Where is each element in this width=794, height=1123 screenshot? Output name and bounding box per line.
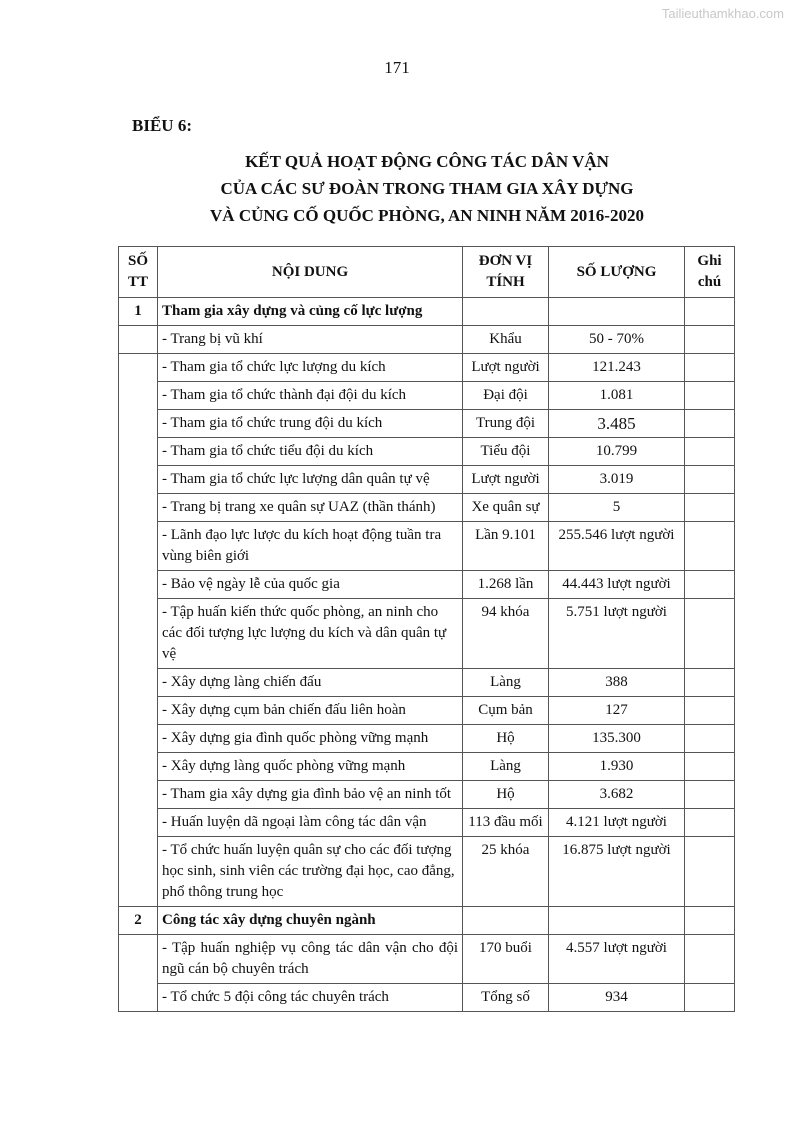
row-note (685, 781, 735, 809)
row-unit: 25 khóa (463, 837, 549, 907)
row-note (685, 571, 735, 599)
table-row (119, 984, 735, 1012)
table-row (119, 753, 735, 781)
header-text: TT (127, 274, 148, 290)
row-content: - Tham gia tổ chức lực lượng du kích (158, 354, 463, 382)
row-content: - Tổ chức 5 đội công tác chuyên trách (158, 984, 463, 1012)
section-number: 1 (119, 298, 158, 326)
header-stt (119, 247, 158, 298)
row-unit: Tiểu đội (463, 438, 549, 466)
row-qty: 5 (549, 494, 685, 522)
row-note (685, 697, 735, 725)
row-qty: 16.875 lượt người (549, 837, 685, 907)
row-note (685, 438, 735, 466)
row-qty: 3.019 (549, 466, 685, 494)
section-title: Công tác xây dựng chuyên ngành (158, 907, 463, 935)
row-content: - Huấn luyện dã ngoại làm công tác dân vận (158, 809, 463, 837)
row-qty: 255.546 lượt người (549, 522, 685, 571)
row-note (685, 466, 735, 494)
row-content: - Tổ chức huấn luyện quân sự cho các đối tượng học sinh, sinh viên các trường đại học, cao đẳng, phổ thông trung học (158, 837, 463, 907)
watermark: Tailieuthamkhao.com (661, 6, 784, 21)
row-qty: 127 (549, 697, 685, 725)
row-note (685, 809, 735, 837)
table-row (119, 935, 735, 984)
table-row (119, 837, 735, 907)
row-note (685, 837, 735, 907)
row-note (685, 382, 735, 410)
table-row (119, 697, 735, 725)
row-content: - Xây dựng làng chiến đấu (158, 669, 463, 697)
table-row (119, 522, 735, 571)
empty-cell (549, 298, 685, 326)
header-noi-dung: NỘI DUNG (158, 247, 463, 298)
row-unit: Đại đội (463, 382, 549, 410)
header-text: chú (697, 274, 722, 290)
empty-cell (463, 298, 549, 326)
header-text: Ghi (697, 253, 722, 269)
section-row (119, 298, 735, 326)
row-unit: Trung đội (463, 410, 549, 438)
title-line: KẾT QUẢ HOẠT ĐỘNG CÔNG TÁC DÂN VẬN (245, 152, 609, 171)
row-qty: 1.930 (549, 753, 685, 781)
row-note (685, 494, 735, 522)
row-qty: 44.443 lượt người (549, 571, 685, 599)
row-unit: Cụm bản (463, 697, 549, 725)
row-qty: 50 - 70% (549, 326, 685, 354)
row-unit: Hộ (463, 781, 549, 809)
row-unit: Xe quân sự (463, 494, 549, 522)
row-content: - Tham gia xây dựng gia đình bảo vệ an ninh tốt (158, 781, 463, 809)
row-content: - Xây dựng làng quốc phòng vững mạnh (158, 753, 463, 781)
row-qty: 388 (549, 669, 685, 697)
header-text: SỐ (127, 253, 148, 269)
row-unit: Làng (463, 753, 549, 781)
row-note (685, 984, 735, 1012)
row-note (685, 669, 735, 697)
table-row (119, 669, 735, 697)
table-header-row (119, 247, 735, 298)
empty-cell (549, 907, 685, 935)
table-row (119, 781, 735, 809)
results-table (118, 246, 735, 1012)
title-line: VÀ CỦNG CỐ QUỐC PHÒNG, AN NINH NĂM 2016-2020 (210, 206, 644, 225)
header-text: TÍNH (486, 274, 525, 290)
row-note (685, 725, 735, 753)
row-content: - Tham gia tổ chức thành đại đội du kích (158, 382, 463, 410)
row-unit: Hộ (463, 725, 549, 753)
row-content: - Trang bị trang xe quân sự UAZ (thần thánh) (158, 494, 463, 522)
row-qty: 934 (549, 984, 685, 1012)
table-row (119, 809, 735, 837)
section-number: 2 (119, 907, 158, 935)
table-row (119, 725, 735, 753)
row-content: - Tham gia tổ chức tiểu đội du kích (158, 438, 463, 466)
table-row (119, 494, 735, 522)
row-qty: 5.751 lượt người (549, 599, 685, 669)
row-note (685, 599, 735, 669)
header-text: ĐƠN VỊ (478, 253, 533, 269)
row-note (685, 935, 735, 984)
row-qty: 135.300 (549, 725, 685, 753)
row-note (685, 753, 735, 781)
row-content: - Tập huấn kiến thức quốc phòng, an ninh cho các đối tượng lực lượng du kích và dân quân tự vệ (158, 599, 463, 669)
row-qty: 4.121 lượt người (549, 809, 685, 837)
table-row (119, 571, 735, 599)
table-row (119, 438, 735, 466)
header-so-luong: SỐ LƯỢNG (549, 247, 685, 298)
table-row (119, 354, 735, 382)
row-unit: Lượt người (463, 354, 549, 382)
row-qty: 121.243 (549, 354, 685, 382)
row-content: - Tập huấn nghiệp vụ công tác dân vận cho đội ngũ cán bộ chuyên trách (158, 935, 463, 984)
page-number: 171 (384, 58, 410, 77)
row-note (685, 326, 735, 354)
table-row (119, 410, 735, 438)
row-unit: 170 buổi (463, 935, 549, 984)
table-row (119, 599, 735, 669)
table-row (119, 466, 735, 494)
empty-cell (685, 298, 735, 326)
row-qty: 10.799 (549, 438, 685, 466)
row-unit: Làng (463, 669, 549, 697)
header-don-vi (463, 247, 549, 298)
row-content: - Lãnh đạo lực lược du kích hoạt động tuần tra vùng biên giới (158, 522, 463, 571)
row-note (685, 354, 735, 382)
row-content: - Tham gia tổ chức lực lượng dân quân tự vệ (158, 466, 463, 494)
row-content: - Xây dựng gia đình quốc phòng vững mạnh (158, 725, 463, 753)
row-unit: Khẩu (463, 326, 549, 354)
row-note (685, 522, 735, 571)
header-ghi-chu (685, 247, 735, 298)
row-content: - Xây dựng cụm bản chiến đấu liên hoàn (158, 697, 463, 725)
row-unit: Lượt người (463, 466, 549, 494)
empty-cell (119, 354, 158, 907)
empty-cell (119, 326, 158, 354)
empty-cell (463, 907, 549, 935)
section-row (119, 907, 735, 935)
table-label: BIỂU 6: (132, 116, 192, 135)
row-unit: Lần 9.101 (463, 522, 549, 571)
row-content: - Tham gia tổ chức trung đội du kích (158, 410, 463, 438)
row-unit: 1.268 lần (463, 571, 549, 599)
document-title (120, 148, 734, 229)
row-qty: 3.682 (549, 781, 685, 809)
table-row (119, 326, 735, 354)
empty-cell (685, 907, 735, 935)
row-content: - Bảo vệ ngày lễ của quốc gia (158, 571, 463, 599)
row-content: - Trang bị vũ khí (158, 326, 463, 354)
row-unit: Tổng số (463, 984, 549, 1012)
title-line: CỦA CÁC SƯ ĐOÀN TRONG THAM GIA XÂY DỰNG (220, 179, 634, 198)
row-qty: 4.557 lượt người (549, 935, 685, 984)
table-row (119, 382, 735, 410)
empty-cell (119, 935, 158, 1012)
section-title: Tham gia xây dựng và củng cố lực lượng (158, 298, 463, 326)
row-qty: 1.081 (549, 382, 685, 410)
row-unit: 94 khóa (463, 599, 549, 669)
row-unit: 113 đầu mối (463, 809, 549, 837)
row-qty: 3.485 (549, 410, 685, 438)
row-note (685, 410, 735, 438)
